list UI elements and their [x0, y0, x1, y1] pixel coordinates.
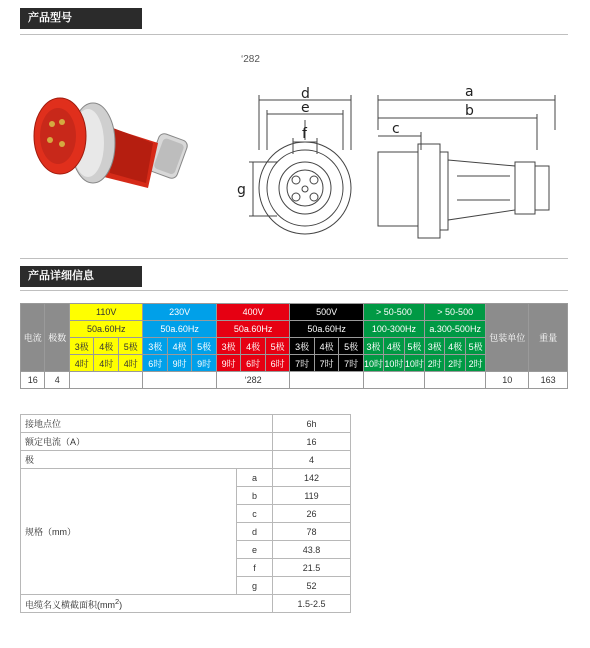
- hour-cell: 2时: [445, 355, 465, 372]
- hour-cell: 2时: [425, 355, 445, 372]
- spec-key: g: [237, 577, 273, 595]
- voltage-50-500-b: > 50-500: [425, 304, 486, 321]
- header-poles: 极数: [45, 304, 69, 372]
- cable-section-label: 电缆名义横截面积$(mm^2)$: [21, 595, 273, 613]
- spec-value: 43.8: [273, 541, 351, 559]
- pole-cell: 3极: [425, 338, 445, 355]
- poles-label: 极: [21, 451, 273, 469]
- pole-cell: 3极: [216, 338, 240, 355]
- value-code: ‘282: [216, 372, 289, 389]
- dim-label-e: e: [301, 100, 310, 116]
- value-pack-unit: 10: [486, 372, 529, 389]
- dim-label-d: d: [301, 86, 310, 102]
- spec-key: d: [237, 523, 273, 541]
- pole-cell: 3极: [143, 338, 167, 355]
- pole-cell: 4极: [167, 338, 191, 355]
- dim-label-g: g: [237, 182, 246, 198]
- voltage-230: 230V: [143, 304, 216, 321]
- hour-cell: 7时: [339, 355, 363, 372]
- spec-value: 78: [273, 523, 351, 541]
- pole-cell: 4极: [241, 338, 265, 355]
- hour-cell: 4时: [118, 355, 143, 372]
- spec-value: 26: [273, 505, 351, 523]
- hour-cell: 6时: [265, 355, 289, 372]
- spec-value: 142: [273, 469, 351, 487]
- spec-key: c: [237, 505, 273, 523]
- hour-cell: 10时: [363, 355, 383, 372]
- pole-cell: 4极: [314, 338, 338, 355]
- spec-value: 52: [273, 577, 351, 595]
- hour-cell: 9时: [167, 355, 191, 372]
- freq-500: 50a.60Hz: [290, 321, 363, 338]
- freq-400: 50a.60Hz: [216, 321, 289, 338]
- pole-cell: 5极: [192, 338, 216, 355]
- spec-label: 规格（mm）: [21, 469, 237, 595]
- pole-cell: 4极: [94, 338, 118, 355]
- pole-cell: 5极: [404, 338, 424, 355]
- ground-value: 6h: [273, 415, 351, 433]
- value-weight: 163: [529, 372, 568, 389]
- divider: [20, 34, 568, 35]
- drawing-code: ‘282: [241, 54, 260, 65]
- dimension-drawing: [225, 70, 570, 250]
- pole-cell: 5极: [265, 338, 289, 355]
- section-title-model: 产品型号: [20, 8, 142, 29]
- spec-key: b: [237, 487, 273, 505]
- spec-value: 21.5: [273, 559, 351, 577]
- hour-cell: 6时: [241, 355, 265, 372]
- hour-cell: 10时: [384, 355, 404, 372]
- spec-value: 119: [273, 487, 351, 505]
- value-current: 16: [21, 372, 45, 389]
- hour-cell: 4时: [69, 355, 93, 372]
- voltage-spec-table: [20, 303, 568, 389]
- pole-cell: 5极: [339, 338, 363, 355]
- header-weight: 重量: [529, 304, 568, 372]
- voltage-50-500-a: > 50-500: [363, 304, 424, 321]
- dim-label-b: b: [465, 103, 474, 119]
- product-photo: [18, 88, 198, 203]
- section-title-details: 产品详细信息: [20, 266, 142, 287]
- voltage-400: 400V: [216, 304, 289, 321]
- divider: [20, 290, 568, 291]
- detail-table: [20, 414, 351, 613]
- voltage-110: 110V: [69, 304, 142, 321]
- pole-cell: 3极: [290, 338, 314, 355]
- hour-cell: 2时: [465, 355, 485, 372]
- poles-value: 4: [273, 451, 351, 469]
- pole-cell: 5极: [465, 338, 485, 355]
- freq-50-500-b: a.300-500Hz: [425, 321, 486, 338]
- spec-key: a: [237, 469, 273, 487]
- pole-cell: 4极: [445, 338, 465, 355]
- divider: [20, 258, 568, 259]
- header-current: 电流: [21, 304, 45, 372]
- ground-label: 接地点位: [21, 415, 273, 433]
- voltage-500: 500V: [290, 304, 363, 321]
- hour-cell: 7时: [314, 355, 338, 372]
- hour-cell: 7时: [290, 355, 314, 372]
- pole-cell: 4极: [384, 338, 404, 355]
- header-pack-unit: 包装单位: [486, 304, 529, 372]
- freq-50-500-a: 100-300Hz: [363, 321, 424, 338]
- hour-cell: 9时: [216, 355, 240, 372]
- pole-cell: 3极: [363, 338, 383, 355]
- dim-label-f: f: [302, 126, 307, 142]
- freq-230: 50a.60Hz: [143, 321, 216, 338]
- cable-section-value: 1.5-2.5: [273, 595, 351, 613]
- hour-cell: 10时: [404, 355, 424, 372]
- rated-current-label: 额定电流（A）: [21, 433, 273, 451]
- hour-cell: 6时: [143, 355, 167, 372]
- freq-110: 50a.60Hz: [69, 321, 142, 338]
- dim-label-a: a: [465, 84, 474, 100]
- spec-key: e: [237, 541, 273, 559]
- pole-cell: 3极: [69, 338, 93, 355]
- hour-cell: 4时: [94, 355, 118, 372]
- value-poles: 4: [45, 372, 69, 389]
- hour-cell: 9时: [192, 355, 216, 372]
- rated-current-value: 16: [273, 433, 351, 451]
- pole-cell: 5极: [118, 338, 143, 355]
- spec-key: f: [237, 559, 273, 577]
- dim-label-c: c: [392, 121, 400, 137]
